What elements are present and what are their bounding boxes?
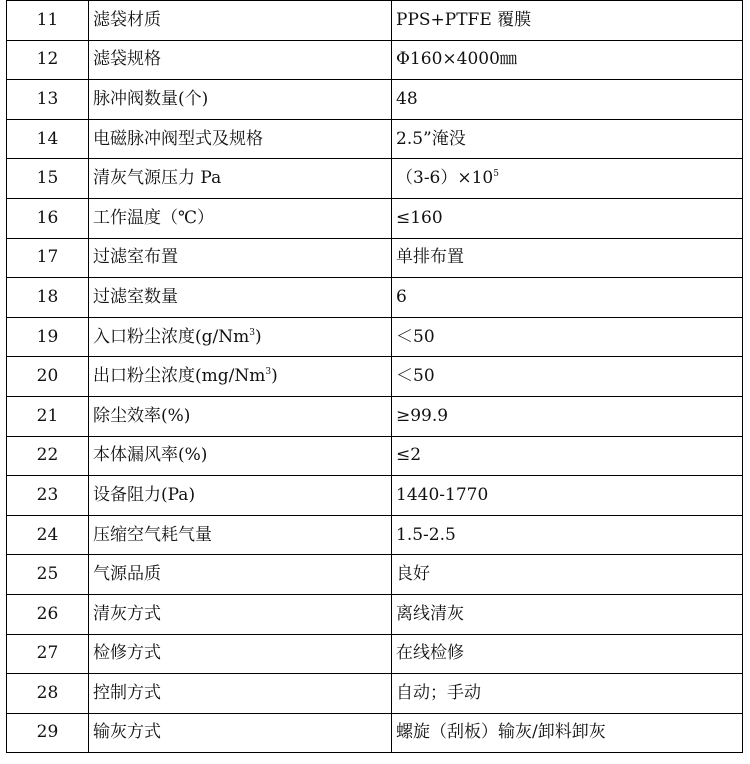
spec-table <box>6 0 743 753</box>
row-number: 23 <box>7 476 89 516</box>
item-name: 脉冲阀数量(个) <box>89 80 392 120</box>
table-row <box>7 713 743 753</box>
table-row <box>7 40 743 80</box>
table-row <box>7 674 743 714</box>
row-number: 15 <box>7 159 89 199</box>
row-number: 12 <box>7 40 89 80</box>
table-row <box>7 159 743 199</box>
item-name: 工作温度（℃） <box>89 198 392 238</box>
row-number: 27 <box>7 634 89 674</box>
item-value: ＜50 <box>392 357 743 397</box>
item-name: 压缩空气耗气量 <box>89 515 392 555</box>
item-value: 离线清灰 <box>392 594 743 634</box>
item-value: 良好 <box>392 555 743 595</box>
table-row <box>7 594 743 634</box>
item-value: 1.5-2.5 <box>392 515 743 555</box>
item-name: 滤袋规格 <box>89 40 392 80</box>
table-row <box>7 1 743 41</box>
item-value: 螺旋（刮板）输灰/卸料卸灰 <box>392 713 743 753</box>
item-value: 6 <box>392 278 743 318</box>
item-value: Φ160×4000㎜ <box>392 40 743 80</box>
item-name: 除尘效率(%) <box>89 396 392 436</box>
item-value: 在线检修 <box>392 634 743 674</box>
row-number: 11 <box>7 1 89 41</box>
item-name: 清灰方式 <box>89 594 392 634</box>
row-number: 16 <box>7 198 89 238</box>
exponent: 3 <box>265 367 272 378</box>
item-value: 自动；手动 <box>392 674 743 714</box>
item-value: 1440-1770 <box>392 476 743 516</box>
row-number: 20 <box>7 357 89 397</box>
table-row <box>7 119 743 159</box>
item-value: ≥99.9 <box>392 396 743 436</box>
table-row <box>7 357 743 397</box>
row-number: 28 <box>7 674 89 714</box>
item-name <box>89 357 392 397</box>
table-row <box>7 80 743 120</box>
item-name: 设备阻力(Pa) <box>89 476 392 516</box>
table-row <box>7 634 743 674</box>
item-name: 过滤室数量 <box>89 278 392 318</box>
item-name <box>89 317 392 357</box>
row-number: 24 <box>7 515 89 555</box>
row-number: 18 <box>7 278 89 318</box>
table-row <box>7 238 743 278</box>
table-row <box>7 436 743 476</box>
row-number: 22 <box>7 436 89 476</box>
table-row <box>7 396 743 436</box>
item-value: ＜50 <box>392 317 743 357</box>
item-value: PPS+PTFE 覆膜 <box>392 1 743 41</box>
row-number: 29 <box>7 713 89 753</box>
item-name: 滤袋材质 <box>89 1 392 41</box>
item-name-tail: ) <box>271 366 278 387</box>
row-number: 17 <box>7 238 89 278</box>
table-row <box>7 476 743 516</box>
row-number: 19 <box>7 317 89 357</box>
item-name: 控制方式 <box>89 674 392 714</box>
item-value: 48 <box>392 80 743 120</box>
table-row <box>7 555 743 595</box>
table-row <box>7 278 743 318</box>
row-number: 26 <box>7 594 89 634</box>
item-name: 气源品质 <box>89 555 392 595</box>
item-name-text: 出口粉尘浓度(mg/Nm <box>93 366 266 387</box>
item-name: 本体漏风率(%) <box>89 436 392 476</box>
exponent: 5 <box>493 169 499 180</box>
item-value: 单排布置 <box>392 238 743 278</box>
item-name: 输灰方式 <box>89 713 392 753</box>
item-name: 过滤室布置 <box>89 238 392 278</box>
row-number: 14 <box>7 119 89 159</box>
item-name: 检修方式 <box>89 634 392 674</box>
row-number: 25 <box>7 555 89 595</box>
item-name: 清灰气源压力 Pa <box>89 159 392 199</box>
item-name-tail: ) <box>254 326 262 347</box>
row-number: 21 <box>7 396 89 436</box>
item-value-text: （3-6）×10 <box>396 168 494 189</box>
table-row <box>7 317 743 357</box>
item-value: ≤160 <box>392 198 743 238</box>
item-value <box>392 159 743 199</box>
item-name-text: 入口粉尘浓度(g/Nm <box>93 326 250 347</box>
item-name: 电磁脉冲阀型式及规格 <box>89 119 392 159</box>
exponent: 3 <box>249 327 255 338</box>
table-row <box>7 515 743 555</box>
item-value: 2.5”淹没 <box>392 119 743 159</box>
item-value: ≤2 <box>392 436 743 476</box>
table-row <box>7 198 743 238</box>
row-number: 13 <box>7 80 89 120</box>
